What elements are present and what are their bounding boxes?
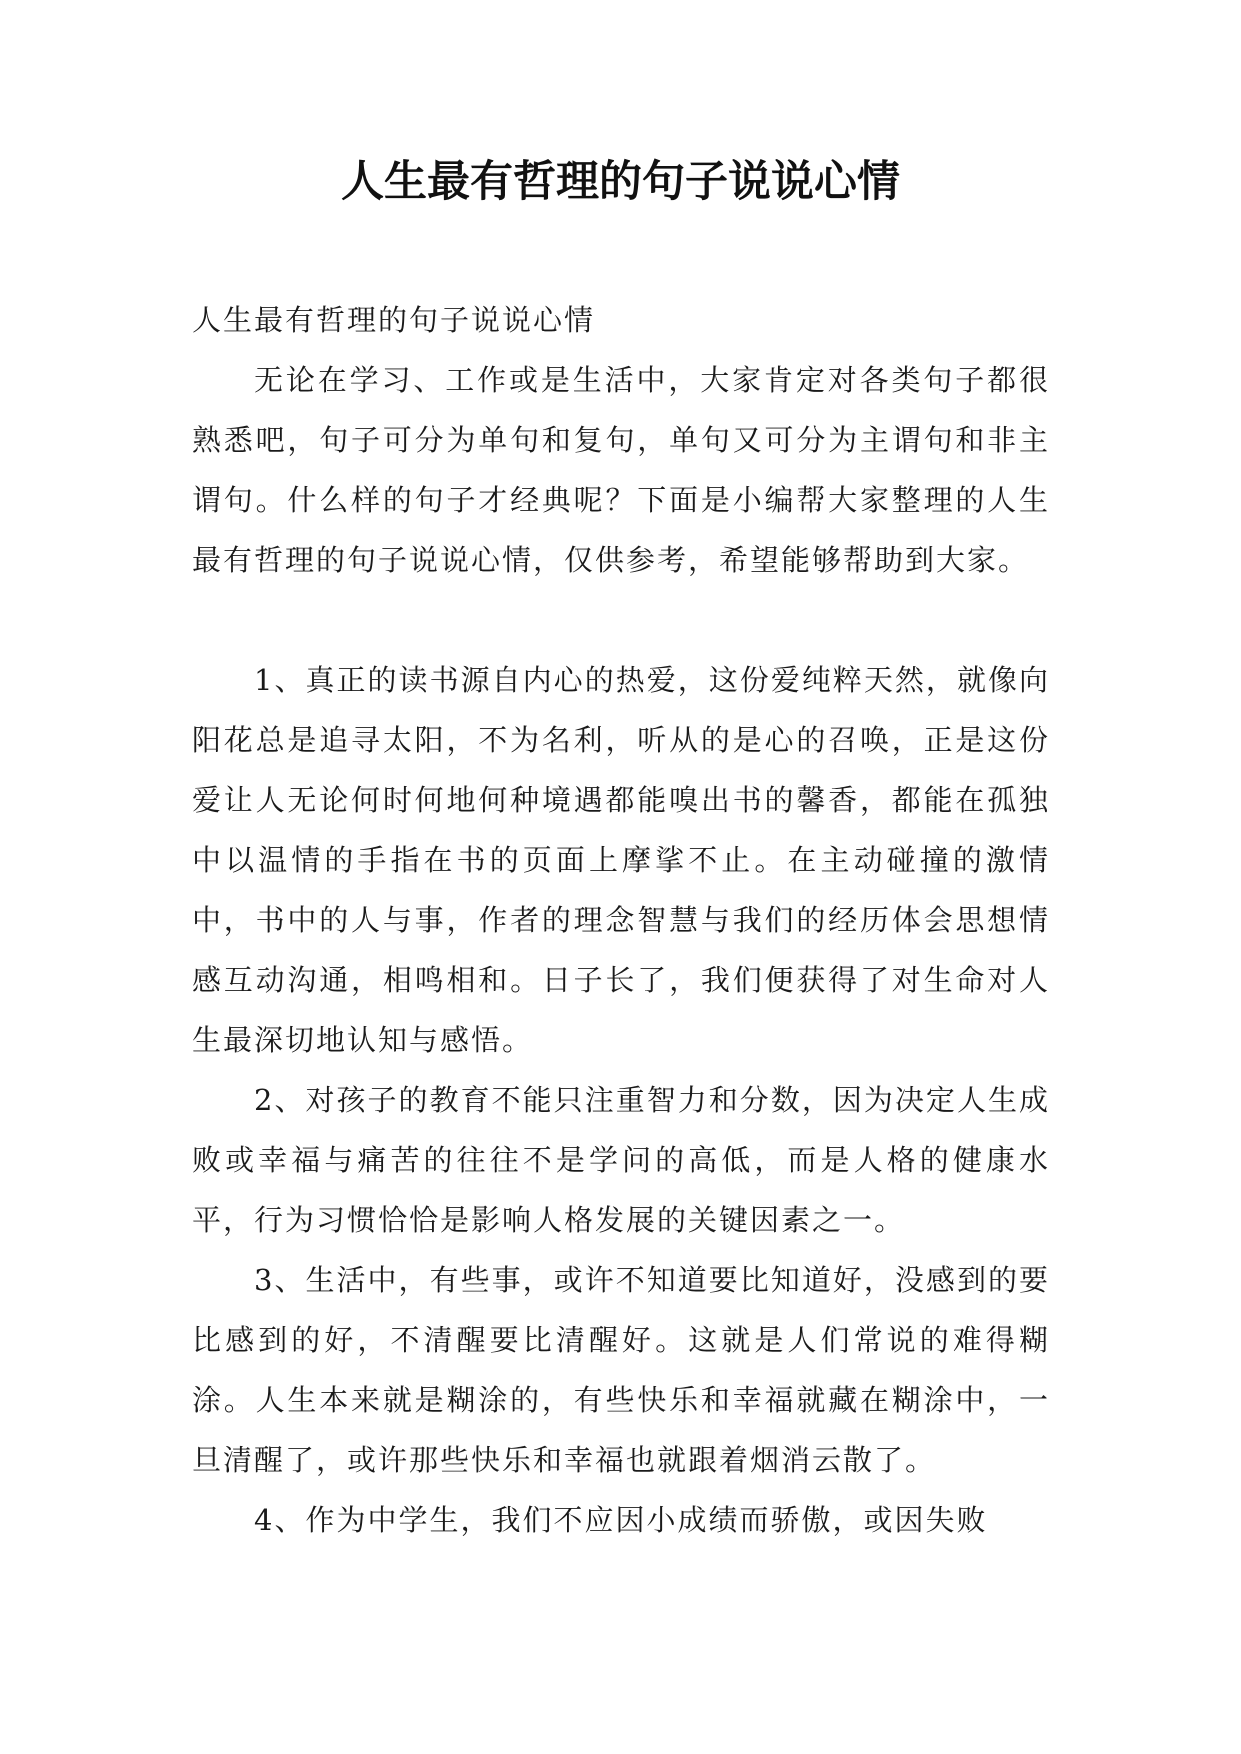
list-item-4: 4、作为中学生，我们不应因小成绩而骄傲，或因失败: [254, 1503, 988, 1537]
document-title: 人生最有哲理的句子说说心情: [341, 157, 900, 207]
list-item-2: 2、对孩子的教育不能只注重智力和分数，因为决定人生成败或幸福与痛苦的往往不是学问的高低，而是人格的健康水平，行为习惯恰恰是影响人格发展的关键因素之一。: [192, 1083, 1050, 1237]
intro-paragraph: 无论在学习、工作或是生活中，大家肯定对各类句子都很熟悉吧，句子可分为单句和复句，单句又可分为主谓句和非主谓句。什么样的句子才经典呢？下面是小编帮大家整理的人生最有哲理的句子说说心情，仅供参考，希望能够帮助到大家。: [192, 363, 1050, 577]
document-subtitle: 人生最有哲理的句子说说心情: [192, 303, 596, 337]
list-item-3: 3、生活中，有些事，或许不知道要比知道好，没感到的要比感到的好，不清醒要比清醒好。这就是人们常说的难得糊涂。人生本来就是糊涂的，有些快乐和幸福就藏在糊涂中，一旦清醒了，或许那些快乐和幸福也就跟着烟消云散了。: [192, 1263, 1050, 1477]
list-item-1: 1、真正的读书源自内心的热爱，这份爱纯粹天然，就像向阳花总是追寻太阳，不为名利，听从的是心的召唤，正是这份爱让人无论何时何地何种境遇都能嗅出书的馨香，都能在孤独中以温情的手指在书的页面上摩挲不止。在主动碰撞的激情中，书中的人与事，作者的理念智慧与我们的经历体会思想情感互动沟通，相鸣相和。日子长了，我们便获得了对生命对人生最深切地认知与感悟。: [192, 663, 1050, 1057]
paragraph-spacer: [192, 590, 1050, 650]
document-body: [192, 290, 1050, 1550]
